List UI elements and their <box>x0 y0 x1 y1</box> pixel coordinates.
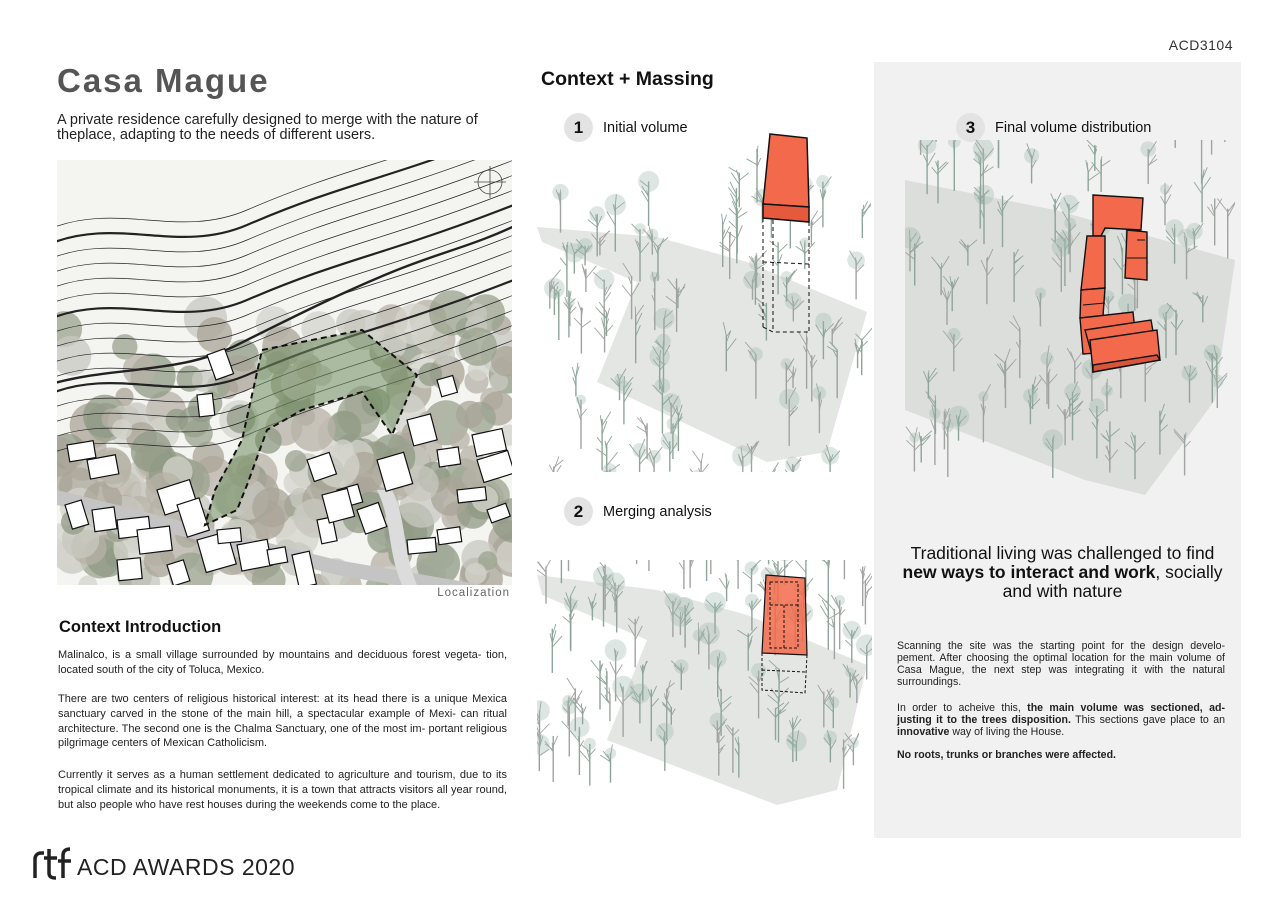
side-p2-a: In order to acheive this, <box>897 702 1028 714</box>
side-p2-d: innovative <box>897 726 950 738</box>
merging-analysis-diagram <box>537 560 872 810</box>
statement-tail: , socially <box>1155 562 1223 582</box>
step-2 <box>564 497 712 526</box>
step-number-badge: 3 <box>956 113 985 142</box>
step-label: Final volume distribution <box>995 119 1152 136</box>
statement-bold: new ways to interact and work <box>902 562 1156 582</box>
map-caption: Localization <box>437 587 510 599</box>
project-code: ACD3104 <box>1168 37 1233 53</box>
statement-line-3: and with nature <box>1002 581 1123 601</box>
side-p2-c: This sections gave place to an <box>1070 714 1226 726</box>
massing-heading: Context + Massing <box>541 68 714 90</box>
statement-line-2 <box>884 563 1241 582</box>
side-p2-e: way of living the House. <box>949 726 1065 738</box>
page-title: Casa Mague <box>57 62 270 99</box>
intro-paragraph-1: Malinalco, is a small village surrounded by mountains and deciduous forest vegeta- tion, located south of the city of Toluca, Mexico. <box>58 649 507 676</box>
intro-paragraph-3: Currently it serves as a human settlement dedicated to agriculture and tourism, due to its tropical climate and its historical monuments, it is a town that attracts visitors all year round, but also people who have rest houses during the weekends come to the place. <box>58 769 507 811</box>
side-paragraph-3: No roots, trunks or branches were affected. <box>897 749 1116 761</box>
step-number-badge: 2 <box>564 497 593 526</box>
intro-paragraph-2: There are two centers of religious historical interest: at its head there is a unique Mexica sanctuary carved in the stone of the main hill, a spectacular example of Mexi- can ritual architecture. The second one is the Chalma Sanctuary, one of the most im- portant religious pilgrimage centers of Mexican Catholicism. <box>58 693 507 750</box>
acd-awards-logo-text: ACD AWARDS 2020 <box>77 854 295 880</box>
site-map <box>57 160 512 585</box>
side-p2-b: the main volume was sectioned, ad- justing it to the trees disposition. <box>897 702 1226 726</box>
step-3 <box>956 113 1151 142</box>
rtf-logo-icon <box>32 845 72 881</box>
final-distribution-diagram <box>905 140 1235 500</box>
context-intro-heading: Context Introduction <box>59 618 222 636</box>
step-label: Merging analysis <box>603 503 712 520</box>
step-number-badge: 1 <box>564 113 593 142</box>
initial-volume-diagram <box>537 132 872 472</box>
design-statement <box>884 544 1241 601</box>
step-label: Initial volume <box>603 119 688 136</box>
project-subtitle: A private residence carefully designed to merge with the nature of theplace, adapting to the needs of different users. <box>57 112 478 143</box>
side-paragraph-2 <box>897 702 1225 738</box>
statement-line-1: Traditional living was challenged to find <box>910 543 1215 563</box>
side-paragraph-1: Scanning the site was the starting point for the design develo- pement. After choosing the optimal location for the main volume of Casa Mague, the next step was integrating it with the natural surroundings. <box>897 640 1225 688</box>
